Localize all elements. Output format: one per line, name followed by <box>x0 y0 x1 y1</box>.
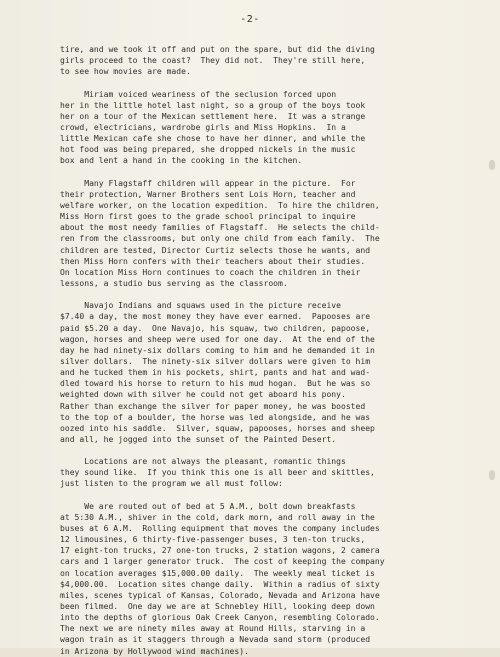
text-line: they sound like. If you think this one is all beer and skittles, <box>60 468 375 478</box>
text-line: Miriam voiced weariness of the seclusion forced upon <box>60 89 337 99</box>
text-line: to see how movies are made. <box>60 67 191 77</box>
paragraph <box>60 501 472 657</box>
paper-binding-hole <box>489 160 495 170</box>
text-line: Locations are not always the pleasant, romantic things <box>60 457 346 467</box>
text-line: in Arizona by Hollywood wind machines). <box>60 646 249 656</box>
text-line: $7.40 a day, the most money they have ever earned. Papooses are <box>60 312 371 322</box>
text-line: wagon train as it staggers through a Nevada sand storm (produced <box>60 635 371 645</box>
text-line: their protection, Warner Brothers sent Lois Horn, teacher and <box>60 189 356 199</box>
typed-body-text <box>60 44 472 657</box>
text-line: silver dollars. The ninety-six silver dollars were given to him <box>60 356 371 366</box>
text-line: her on a tour of the Mexican settlement here. It was a strange <box>60 111 366 121</box>
text-line: buses at 6 A.M. Rolling equipment that moves the company includes <box>60 524 380 534</box>
paragraph-gap <box>60 77 472 88</box>
text-line: Navajo Indians and squaws used in the picture receive <box>60 301 341 311</box>
text-line: ren from the classrooms, but only one child from each family. The <box>60 234 380 244</box>
text-line: 12 limousines, 6 thirty-five-passenger buses, 3 ten-ton trucks, <box>60 535 366 545</box>
paragraph-gap <box>60 289 472 300</box>
paragraph <box>60 89 472 167</box>
paragraph <box>60 44 472 77</box>
text-line: $4,000.00. Location sites change daily. Within a radius of sixty <box>60 579 380 589</box>
text-line: 17 eight-ton trucks, 27 one-ton trucks, 2 station wagons, 2 camera <box>60 546 380 556</box>
text-line: into the depths of glorious Oak Creek Canyon, resembling Colorado. <box>60 613 380 623</box>
text-line: wagon, horses and sheep were used for one day. At the end of the <box>60 334 375 344</box>
paragraph <box>60 300 472 445</box>
text-line: Miss Horn first goes to the grade school principal to inquire <box>60 212 356 222</box>
text-line: Rather than exchange the silver for paper money, he was boosted <box>60 401 366 411</box>
text-line: dled toward his horse to return to his mud hogan. But he was so <box>60 379 371 389</box>
text-line: welfare worker, on the location expedition. To hire the children, <box>60 200 380 210</box>
paragraph-gap <box>60 167 472 178</box>
text-line: about the most needy families of Flagstaff. He selects the child- <box>60 223 380 233</box>
text-line: day he had ninety-six dollars coming to him and he demanded it in <box>60 345 375 355</box>
paragraph-gap <box>60 490 472 501</box>
page-number: -2- <box>240 14 260 25</box>
text-line: miles, scenes typical of Kansas, Colorado, Nevada and Arizona have <box>60 590 380 600</box>
text-line: to the top of a boulder, the horse was led alongside, and he was <box>60 412 371 422</box>
paragraph-gap <box>60 445 472 456</box>
text-line: children are tested, Director Curtiz selects those he wants, and <box>60 245 371 255</box>
text-line: crowd, electricians, wardrobe girls and Miss Hopkins. In a <box>60 122 346 132</box>
paragraph <box>60 178 472 289</box>
text-line: box and lent a hand in the cooking in the kitchen. <box>60 156 303 166</box>
text-line: The next we are ninety miles away at Round Hills, starving in a <box>60 624 366 634</box>
text-line: cars and 1 larger generator truck. The cost of keeping the company <box>60 557 385 567</box>
text-line: tire, and we took it off and put on the spare, but did the diving <box>60 45 375 54</box>
text-line: little Mexican cafe she chose to have her dinner, and while the <box>60 134 366 144</box>
text-line: Many Flagstaff children will appear in the picture. For <box>60 178 356 188</box>
text-line: and all, he jogged into the sunset of the Painted Desert. <box>60 434 337 444</box>
text-line: at 5:30 A.M., shiver in the cold, dark morn, and roll away in the <box>60 512 375 522</box>
paragraph <box>60 456 472 489</box>
text-line: girls proceed to the coast? They did not. They're still here, <box>60 56 366 66</box>
text-line: lessons, a studio bus serving as the classroom. <box>60 278 288 288</box>
text-line: weighted down with silver he could not get aboard his pony. <box>60 390 346 400</box>
text-line: oozed into his saddle. Silver, squaw, papooses, horses and sheep <box>60 423 375 433</box>
text-line: just listen to the program we all must follow: <box>60 479 283 489</box>
text-line: and he tucked them in his pockets, shirt, pants and hat and wad- <box>60 368 371 378</box>
text-line: been filmed. One day we are at Schnebley Hill, looking deep down <box>60 602 375 612</box>
text-line: on location averages $15,000.00 daily. The weekly meal ticket is <box>60 568 375 578</box>
text-line: hot food was being prepared, she dropped nickels in the music <box>60 145 356 155</box>
text-line: paid $5.20 a day. One Navajo, his squaw, two children, papoose, <box>60 323 371 333</box>
text-line: We are routed out of bed at 5 A.M., bolt down breakfasts <box>60 501 356 511</box>
paper-binding-hole <box>489 470 495 480</box>
text-line: her in the little hotel last night, so a group of the boys took <box>60 100 366 110</box>
text-line: On location Miss Horn continues to coach the children in their <box>60 267 361 277</box>
text-line: then Miss Horn confers with their teachers about their studies. <box>60 256 366 266</box>
